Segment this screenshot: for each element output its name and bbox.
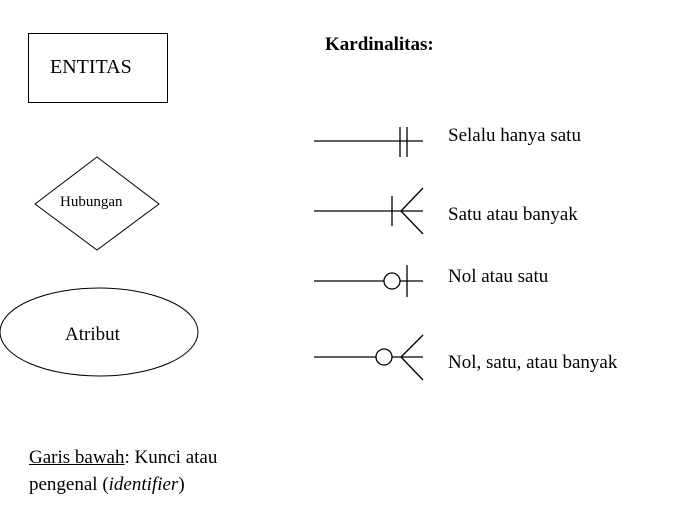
symbol-one-and-only-one bbox=[314, 127, 423, 157]
cardinality-label: Selalu hanya satu bbox=[448, 125, 581, 146]
cardinality-label: Nol, satu, atau banyak bbox=[448, 352, 618, 373]
note-text: ) bbox=[178, 474, 185, 495]
cardinality-label: Satu atau banyak bbox=[448, 204, 578, 225]
relationship-label: Hubungan bbox=[60, 194, 123, 210]
cardinality-label: Nol atau satu bbox=[448, 266, 549, 287]
note-line-1 bbox=[29, 447, 217, 469]
note-text: : Kunci atau bbox=[124, 447, 218, 468]
cardinality-title: Kardinalitas: bbox=[325, 34, 434, 55]
note-text: pengenal ( bbox=[29, 474, 109, 495]
note-italic: identifier bbox=[108, 474, 179, 495]
note-line-2 bbox=[29, 474, 185, 496]
symbol-zero-one-or-many bbox=[314, 335, 423, 380]
symbol-one-or-many bbox=[314, 188, 423, 234]
entity-label: ENTITAS bbox=[50, 56, 132, 78]
symbol-zero-or-one bbox=[314, 265, 423, 297]
attribute-label: Atribut bbox=[65, 324, 120, 345]
note-underlined: Garis bawah bbox=[29, 447, 125, 468]
